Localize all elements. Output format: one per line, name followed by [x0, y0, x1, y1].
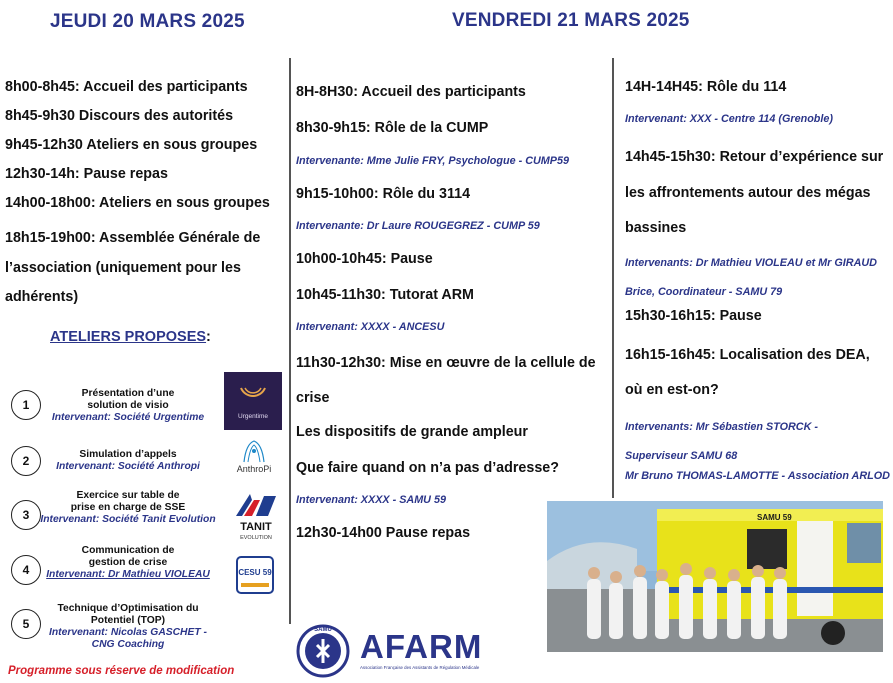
cesu-logo: [236, 556, 274, 594]
friday-item: 12h30-14h00 Pause repas: [296, 525, 471, 541]
friday-item: 8H-8H30: Accueil des participants: [296, 84, 526, 100]
friday-speaker: Intervenants: Mr Sébastien STORCK - Superviseur SAMU 68: [625, 421, 818, 462]
afarm-logo: [358, 628, 518, 674]
workshop-number: 3: [11, 500, 41, 530]
disclaimer-notice: Programme sous réserve de modification: [8, 665, 235, 677]
friday-speaker: Intervenante: Dr Laure ROUGEGREZ - CUMP 59: [296, 220, 540, 232]
friday-item: 14H-14H45: Rôle du 114: [625, 79, 787, 95]
thursday-title: JEUDI 20 MARS 2025: [50, 11, 245, 32]
afarm-logo-subtitle: Association Française des Assistants de Régulation Médicale: [360, 665, 480, 670]
team-photo-illustration: [547, 501, 883, 652]
friday-speaker: Intervenante: Mme Julie FRY, Psychologue - CUMP59: [296, 155, 569, 167]
cesu-logo-text: CESU 59: [238, 568, 272, 577]
workshop-speaker: Intervenant: Nicolas GASCHET - CNG Coaching: [49, 627, 207, 650]
workshops-title: ATELIERS PROPOSES: [50, 329, 207, 345]
workshop-item: [28, 388, 228, 424]
workshops-heading: [50, 328, 211, 346]
urgentime-logo-text: Urgentime: [238, 413, 268, 420]
thursday-item: 8h45-9h30 Discours des autorités: [5, 108, 234, 124]
thursday-item: 14h00-18h00: Ateliers en sous groupes: [5, 195, 270, 211]
thursday-item: 8h00-8h45: Accueil des participants: [5, 79, 248, 95]
workshop-number: 2: [11, 446, 41, 476]
workshop-speaker: Intervenant: Société Anthropi: [56, 461, 200, 472]
friday-item: 16h15-16h45: Localisation des DEA, où en est-on?: [625, 347, 870, 398]
friday-speaker: Intervenant: XXX - Centre 114 (Grenoble): [625, 113, 833, 125]
tanit-logo-text: TANIT: [240, 521, 272, 533]
divider-left: [289, 58, 291, 624]
friday-item: 10h00-10h45: Pause: [296, 251, 433, 267]
friday-speaker: Mr Bruno THOMAS-LAMOTTE - Association ARLOD: [625, 470, 890, 482]
friday-speaker: Intervenant: XXXX - SAMU 59: [296, 494, 446, 506]
thursday-item: 18h15-19h00: Assemblée Générale de l’association (uniquement pour les adhérents): [5, 230, 261, 305]
samu-badge-text: SAMU: [314, 627, 332, 633]
friday-item: 9h15-10h00: Rôle du 3114: [296, 186, 471, 202]
team-photo: [547, 501, 883, 652]
workshop-number: 4: [11, 555, 41, 585]
workshop-speaker: Intervenant: Société Urgentime: [51, 412, 205, 423]
tanit-logo-subtext: EVOLUTION: [240, 535, 272, 541]
workshop-title: Technique d’Optimisation du Potentiel (TOP): [57, 603, 199, 626]
thursday-item: 9h45-12h30 Ateliers en sous groupes: [5, 137, 258, 153]
friday-item: Que faire quand on n’a pas d’adresse?: [296, 460, 559, 476]
workshop-title: Simulation d’appels: [79, 449, 177, 460]
friday-item: 14h45-15h30: Retour d’expérience sur les affrontements autour des mégas bassines: [625, 149, 884, 236]
afarm-logo-text: AFARM: [360, 628, 483, 665]
tanit-logo: [230, 486, 282, 544]
workshop-number: 1: [11, 390, 41, 420]
divider-right: [612, 58, 614, 498]
anthropi-logo: [226, 438, 282, 480]
workshop-item: [28, 603, 228, 651]
samu-badge-logo: [296, 624, 350, 678]
friday-item: 15h30-16h15: Pause: [625, 308, 762, 324]
anthropi-logo-text: AnthroPi: [236, 464, 272, 474]
workshop-title: Communication de gestion de crise: [81, 545, 175, 568]
workshop-item: [28, 545, 228, 581]
friday-title: VENDREDI 21 MARS 2025: [452, 10, 690, 31]
friday-speaker: Intervenants: Dr Mathieu VIOLEAU et Mr GIRAUD Brice, Coordinateur - SAMU 79: [625, 257, 877, 298]
friday-speaker: Intervenant: XXXX - ANCESU: [296, 321, 445, 333]
workshop-title: Présentation d’une solution de visio: [81, 388, 175, 411]
workshop-speaker: Intervenant: Société Tanit Evolution: [40, 514, 216, 525]
workshop-title: Exercice sur table de prise en charge de SSE: [70, 490, 186, 513]
friday-item: 8h30-9h15: Rôle de la CUMP: [296, 120, 489, 136]
workshop-item: [28, 490, 228, 526]
workshops-colon: :: [206, 329, 211, 345]
friday-item: Les dispositifs de grande ampleur: [296, 424, 528, 440]
workshop-number: 5: [11, 609, 41, 639]
workshop-speaker: Intervenant: Dr Mathieu VIOLEAU: [46, 569, 210, 580]
cesu-logo-stripe: [241, 583, 269, 587]
urgentime-logo: [224, 372, 282, 430]
vehicle-label: SAMU 59: [757, 513, 792, 522]
friday-item: 10h45-11h30: Tutorat ARM: [296, 287, 474, 303]
friday-item: 11h30-12h30: Mise en œuvre de la cellule de crise: [296, 355, 596, 406]
workshop-item: [28, 449, 228, 473]
thursday-item: 12h30-14h: Pause repas: [5, 166, 168, 182]
